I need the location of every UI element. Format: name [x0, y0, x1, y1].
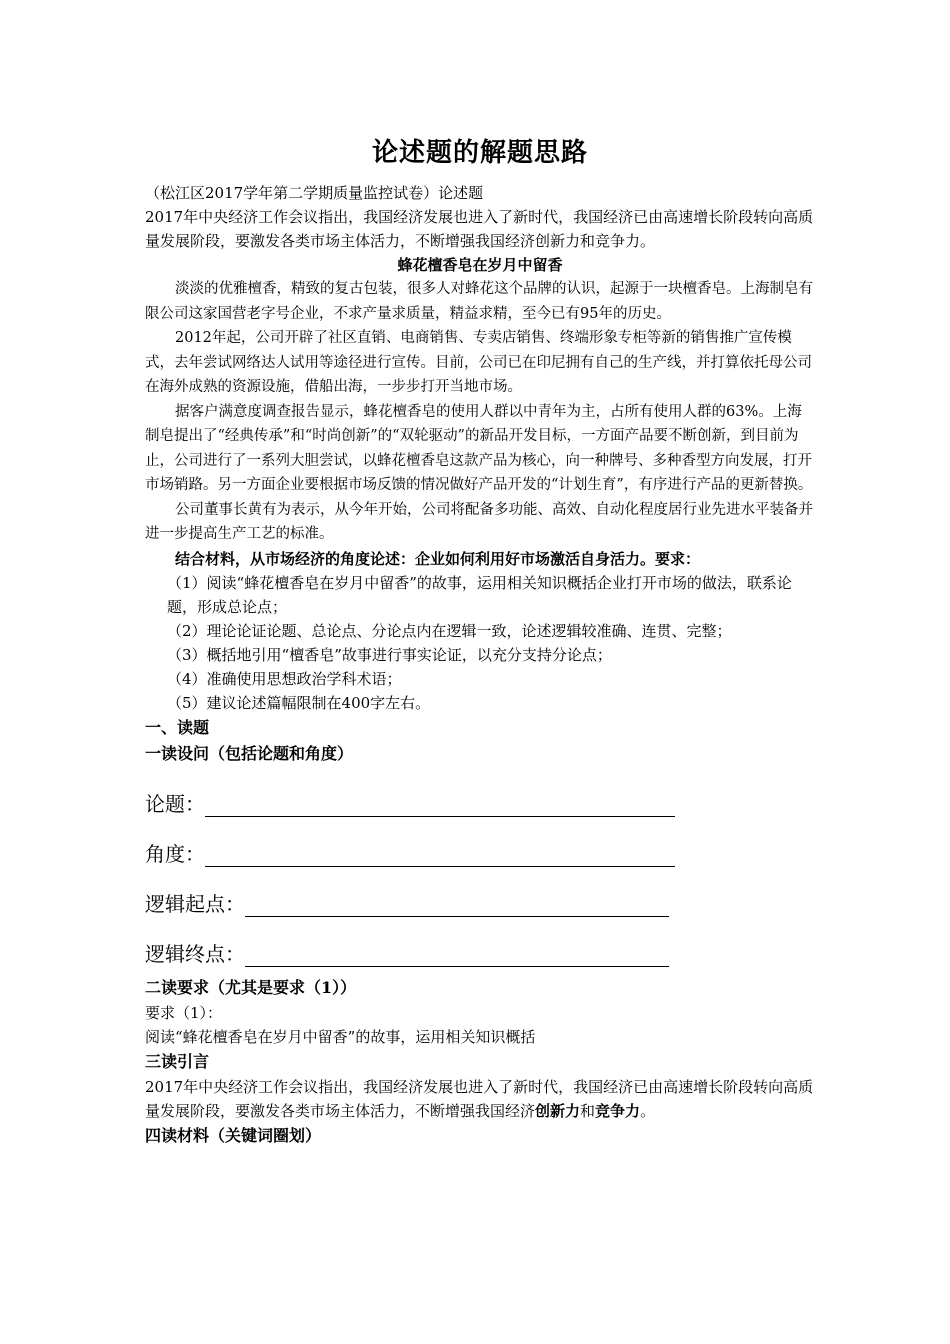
step-heading: 四读材料（关键词圈划） [145, 1125, 322, 1145]
material-subtitle: 蜂花檀香皂在岁月中留香 [397, 256, 563, 274]
fill-in-topic[interactable] [145, 767, 815, 817]
quote-text: 和 [580, 1101, 596, 1120]
fill-label: 逻辑起点： [145, 891, 245, 916]
step-heading: 三读引言 [145, 1051, 210, 1071]
quote-text: 。 [640, 1101, 656, 1120]
fill-label: 逻辑终点： [145, 941, 245, 966]
requirement-item: （1）阅读“蜂花檀香皂在岁月中留香”的故事，运用相关知识概括企业打开市场的做法，联系论题，形成总论点； [167, 573, 792, 616]
material-paragraph: 2012年起，公司开辟了社区直销、电商销售、专卖店销售、终端形象专柜等新的销售推广宣传模式，去年尝试网络达人试用等途径进行宣传。目前，公司已在印尼拥有自己的生产线，并打算依托母公司在海外成熟的资源设施，借船出海，一步步打开当地市场。 [145, 330, 812, 395]
fill-in-angle[interactable] [145, 817, 815, 867]
quote-highlight: 创新力 [535, 1101, 581, 1120]
step-heading: 一读设问（包括论题和角度） [145, 743, 354, 763]
material-paragraph: 据客户满意度调查报告显示，蜂花檀香皂的使用人群以中青年为主，占所有使用人群的63%。上海制皂提出了“经典传承”和“时尚创新”的“双轮驱动”的新品开发目标，一方面产品要不断创新，到目前为止，公司进行了一系列大胆尝试，以蜂花檀香皂这款产品为核心，向一种牌号、多种香型方向发展，打开市场销路。另一方面企业要根据市场反馈的情况做好产品开发的“计划生育”，有序进行产品的更新替换。 [145, 403, 813, 493]
quote-text: 2017年中央经济工作会议指出，我国经济发展也进入了新时代，我国经济已由高速增长阶段转向高质量发展阶段，要激发各类市场主体活力，不断增强我国经济 [145, 1077, 814, 1120]
fill-in-logic-start[interactable] [145, 867, 815, 917]
requirement-item: （3）概括地引用“檀香皂”故事进行事实论证，以充分支持分论点； [167, 645, 612, 664]
fill-label: 论题： [145, 791, 205, 816]
source-line: （松江区2017学年第二学期质量监控试卷）论述题 [145, 184, 484, 202]
requirement-item: （4）准确使用思想政治学科术语； [167, 669, 402, 688]
requirement-item: （5）建议论述篇幅限制在400字左右。 [167, 693, 431, 712]
task-statement: 结合材料，从市场经济的角度论述：企业如何利用好市场激活自身活力。要求： [175, 549, 701, 568]
requirement-label: 要求（1）： [145, 1003, 223, 1022]
requirement-item: （2）理论论证论题、总论点、分论点内在逻辑一致，论述逻辑较准确、连贯、完整； [167, 621, 732, 640]
step-heading: 二读要求（尤其是要求（1）） [145, 977, 357, 997]
fill-label: 角度： [145, 841, 205, 866]
answer-blank[interactable] [245, 892, 669, 917]
requirement-text: 阅读“蜂花檀香皂在岁月中留香”的故事，运用相关知识概括 [145, 1027, 536, 1046]
quote-paragraph [145, 1075, 815, 1123]
document-page [145, 132, 815, 1149]
intro-paragraph: 2017年中央经济工作会议指出，我国经济发展也进入了新时代，我国经济已由高速增长阶段转向高质量发展阶段，要激发各类市场主体活力，不断增强我国经济创新力和竞争力。 [145, 208, 814, 250]
answer-blank[interactable] [205, 792, 675, 817]
answer-blank[interactable] [245, 942, 669, 967]
material-paragraph: 公司董事长黄有为表示，从今年开始，公司将配备多功能、高效、自动化程度居行业先进水平装备并进一步提高生产工艺的标准。 [145, 501, 813, 542]
page-title: 论述题的解题思路 [371, 138, 588, 168]
answer-blank[interactable] [205, 842, 675, 867]
material-block [145, 253, 815, 547]
section-heading: 一、读题 [145, 717, 210, 737]
fill-in-logic-end[interactable] [145, 917, 815, 967]
material-paragraph: 淡淡的优雅檀香，精致的复古包装，很多人对蜂花这个品牌的认识，起源于一块檀香皂。上海制皂有限公司这家国营老字号企业，不求产量求质量，精益求精，至今已有95年的历史。 [145, 281, 813, 322]
quote-highlight: 竞争力 [595, 1101, 641, 1120]
